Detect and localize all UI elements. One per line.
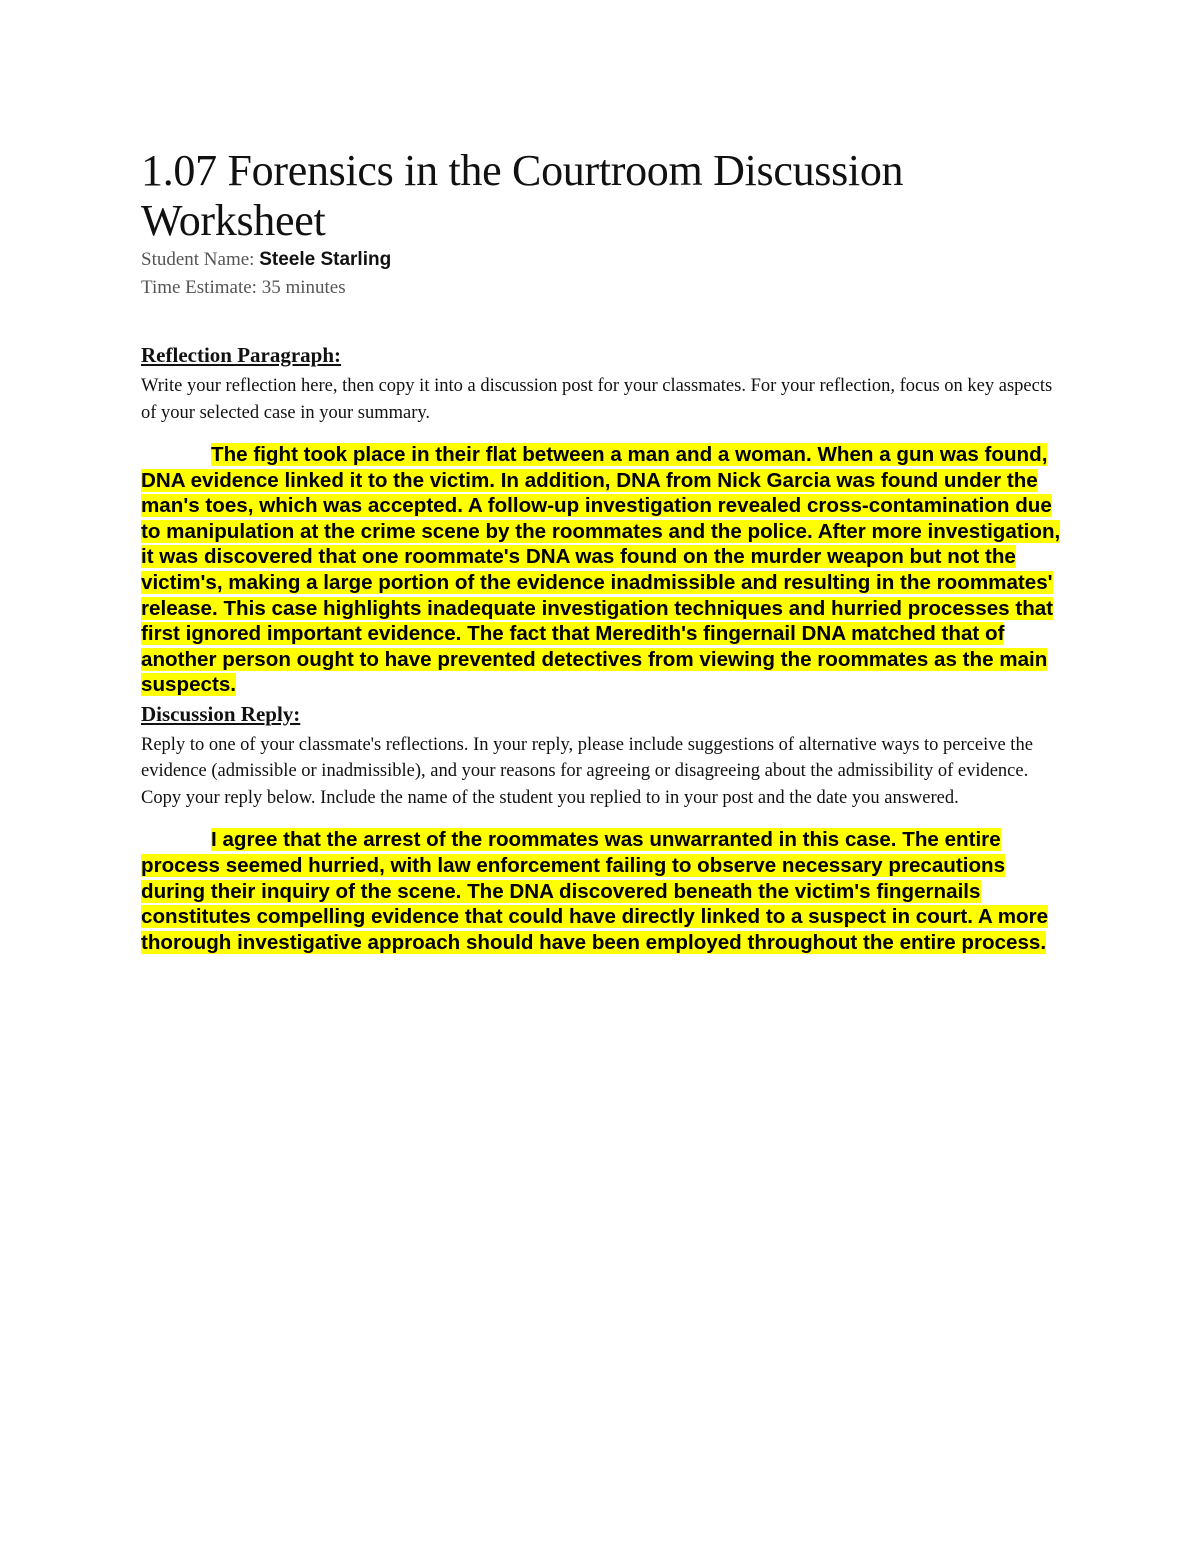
reflection-heading: Reflection Paragraph: [141, 343, 342, 367]
student-name-line [141, 246, 1066, 274]
discussion-reply-instructions: Reply to one of your classmate's reflections. In your reply, please include suggestions of alternative ways to perceive the evidence (admissible or inadmissible), and your reasons for agreeing or disagreeing about the admissibility of evidence. Copy your reply below. Include the name of the student you replied to in your post and the date you answered. [141, 734, 1033, 808]
time-estimate-value: 35 minutes [261, 277, 346, 298]
reflection-answer-text: The fight took place in their flat between a man and a woman. When a gun was found, DNA evidence linked it to the victim. In addition, DNA from Nick Garcia was found under the man's toes, which was accepted. A follow-up investigation revealed cross-contamination due to manipulation at the crime scene by the roommates and the police. After more investigation, it was discovered that one roommate's DNA was found on the murder weapon but not the victim's, making a large portion of the evidence inadmissible and resulting in the roommates' release. This case highlights inadequate investigation techniques and hurried processes that first ignored important evidence. The fact that Meredith's fingernail DNA matched that of another person ought to have prevented detectives from viewing the roommates as the main suspects. [141, 443, 1061, 697]
discussion-reply-answer [141, 827, 1066, 955]
discussion-reply-answer-text: I agree that the arrest of the roommates was unwarranted in this case. The entire process seemed hurried, with law enforcement failing to observe necessary precautions during their inquiry of the scene. The DNA discovered beneath the victim's fingernails constitutes compelling evidence that could have directly linked to a suspect in court. A more thorough investigative approach should have been employed throughout the entire process. [141, 828, 1049, 954]
document-title: 1.07 Forensics in the Courtroom Discussion Worksheet [141, 146, 904, 245]
time-estimate-label: Time Estimate: [141, 277, 262, 298]
reflection-instructions: Write your reflection here, then copy it into a discussion post for your classmates. For your reflection, focus on key aspects of your selected case in your summary. [141, 376, 1053, 423]
worksheet-page [141, 146, 1066, 955]
discussion-reply-heading: Discussion Reply: [141, 701, 301, 726]
reflection-answer [141, 442, 1066, 698]
student-name-label: Student Name: [141, 249, 260, 270]
student-name-value: Steele Starling [259, 249, 392, 270]
time-estimate-line [141, 274, 1066, 302]
